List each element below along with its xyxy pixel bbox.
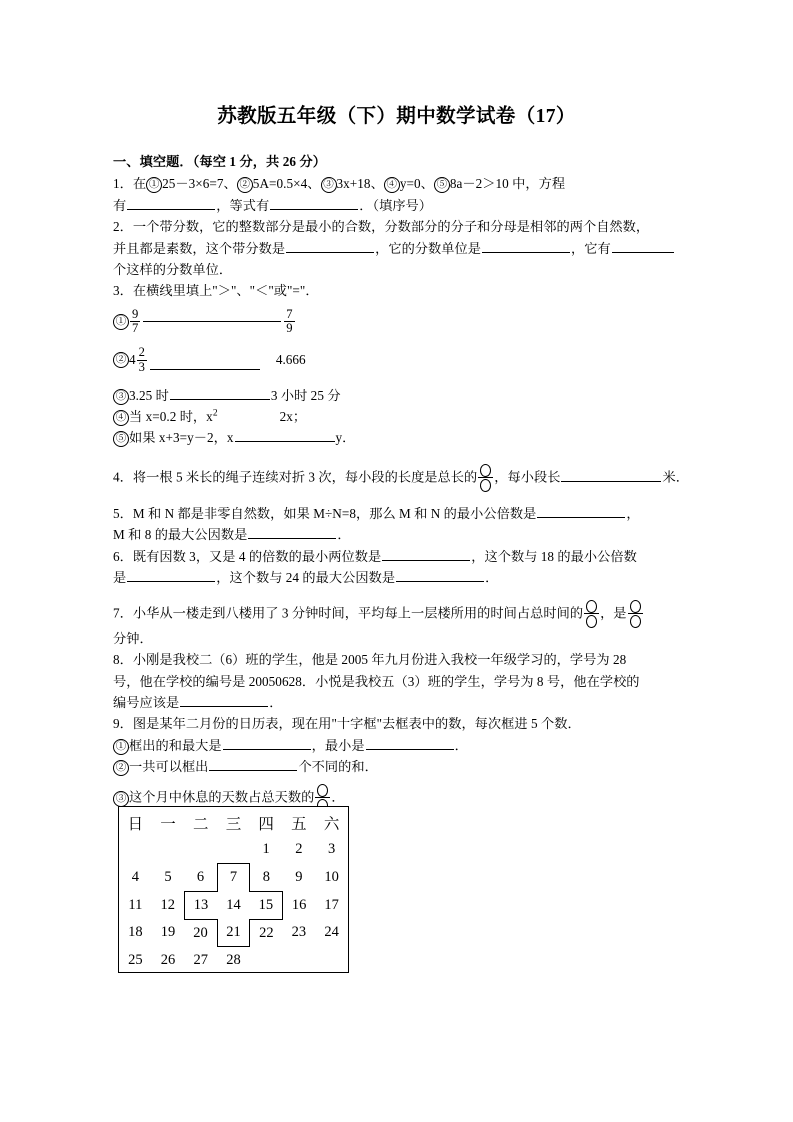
q5-answer-blank-2[interactable] [248, 526, 336, 540]
q1-expr-5: 8a－2＞10 中，方程 [449, 176, 566, 192]
q6-text-a: 6．既有因数 3，又是 4 的倍数的最小两位数是 [113, 548, 382, 564]
calendar-day[interactable] [217, 836, 250, 864]
q9-item1-text-b: ，最小是 [311, 737, 365, 753]
q5-text-a: 5．M 和 N 都是非零自然数，如果 M÷N=8，那么 M 和 N 的最小公倍数是 [113, 505, 537, 521]
q6-text-e: ． [485, 570, 499, 586]
q8-answer-blank[interactable] [180, 694, 268, 708]
q3-item4-answer-blank[interactable] [218, 409, 280, 422]
circled-2-icon: ② [113, 352, 129, 368]
oval-blank-icon [480, 464, 491, 477]
calendar-header-fri: 五 [291, 815, 307, 833]
calendar-day[interactable]: 8 [262, 868, 271, 885]
calendar-day[interactable]: 18 [128, 924, 143, 941]
calendar-day[interactable]: 27 [193, 951, 208, 968]
q3-item5-right: y． [335, 430, 356, 446]
q9-item2-text-b: 个不同的和． [298, 758, 378, 774]
blank-fraction[interactable] [478, 463, 493, 492]
fraction-nine-sevenths [130, 308, 140, 336]
q1-expr-4: y=0、 [399, 176, 434, 192]
q1-expr-1: 25－3×6=7、 [162, 176, 237, 192]
calendar-day[interactable]: 26 [160, 951, 176, 968]
fraction-numerator: 9 [132, 306, 139, 321]
circled-4-icon: ④ [113, 410, 129, 426]
q9-item1-answer-blank-2[interactable] [366, 736, 454, 750]
fraction-denominator: 9 [286, 321, 293, 336]
q6-answer-blank-3[interactable] [396, 569, 484, 583]
q3-item4-left: 当 x=0.2 时，x [129, 409, 213, 425]
fraction-denominator: 7 [132, 321, 139, 336]
calendar-body [119, 836, 348, 974]
question-1 [113, 173, 697, 216]
q9-item2-answer-blank[interactable] [209, 757, 297, 771]
calendar-table [119, 807, 348, 974]
february-calendar [118, 806, 349, 973]
calendar-day[interactable]: 2 [295, 841, 303, 858]
q9-item2-text-a: 一共可以框出 [129, 758, 209, 774]
calendar-day[interactable]: 9 [295, 868, 303, 885]
calendar-week-row [119, 947, 348, 975]
q3-item1-answer-blank[interactable] [143, 321, 281, 322]
circled-4-icon: ④ [384, 177, 400, 193]
q9-item1-text-a: 框出的和最大是 [129, 737, 222, 753]
q7-text-a: 7．小华从一楼走到八楼用了 3 分钟时间，平均每上一层楼所用的时间占总时间的 [113, 605, 584, 621]
calendar-day[interactable] [315, 947, 348, 975]
fraction-numerator-blank [478, 463, 493, 477]
calendar-week-row [119, 891, 348, 919]
calendar-day[interactable]: 22 [259, 924, 274, 941]
q3-item2-answer-blank[interactable] [150, 369, 260, 370]
mixed-whole-part: 4 [129, 352, 136, 368]
q1-expr-3: 3x+18、 [336, 176, 384, 192]
calendar-header-mon: 一 [160, 815, 176, 833]
q3-item2-right-value: 4.666 [275, 352, 306, 368]
calendar-day[interactable]: 25 [128, 951, 143, 968]
question-3-item-2 [113, 346, 697, 374]
calendar-day-selected-center[interactable]: 14 [226, 896, 241, 913]
calendar-day[interactable]: 12 [160, 896, 176, 913]
q2-answer-blank-2[interactable] [482, 239, 570, 253]
calendar-day[interactable]: 1 [262, 841, 270, 858]
calendar-week-row [119, 864, 348, 892]
q4-text-b: ，每小段长 [494, 469, 561, 485]
fraction-seven-ninths [284, 308, 294, 336]
page-title: 苏教版五年级（下）期中数学试卷（17） [217, 106, 576, 127]
q4-answer-blank[interactable] [561, 468, 661, 482]
oval-blank-icon [317, 784, 328, 797]
section-heading: 一、填空题．（每空 1 分，共 26 分） [113, 154, 327, 169]
calendar-day[interactable] [283, 947, 316, 975]
oval-blank-icon [480, 479, 491, 492]
circled-1-icon: ① [113, 314, 129, 330]
question-3-item-4 [113, 406, 697, 427]
calendar-day[interactable]: 3 [327, 841, 336, 858]
calendar-day[interactable] [119, 836, 152, 864]
q2-text-c: ，它有 [571, 240, 611, 256]
q1-text-d: ．（填序号） [359, 197, 433, 213]
q2-answer-blank-3[interactable] [612, 239, 674, 253]
circled-1-icon: ① [113, 739, 129, 755]
question-3-item-5 [113, 427, 697, 448]
calendar-day[interactable]: 10 [324, 868, 339, 885]
circled-5-icon: ⑤ [434, 177, 450, 193]
calendar-day-selected-top[interactable]: 7 [217, 864, 250, 892]
q9-item1-answer-blank-1[interactable] [223, 736, 311, 750]
circled-2-icon: ② [237, 177, 253, 193]
fraction-numerator-blank [584, 599, 599, 613]
q3-item4-right: 2x； [279, 409, 307, 425]
calendar-header-row [119, 807, 348, 836]
q4-text-c: 米． [662, 469, 689, 485]
q6-text-d: ，这个数与 24 的最大公因数是 [216, 570, 396, 586]
oval-blank-icon [630, 615, 641, 628]
blank-fraction[interactable] [584, 599, 599, 628]
calendar-week-row [119, 836, 348, 864]
q8-text-b: ． [269, 695, 283, 711]
mixed-fraction-part [137, 346, 147, 374]
calendar-day[interactable] [152, 836, 185, 864]
q3-item3-right: 3 小时 25 分 [270, 388, 341, 404]
calendar-day-selected-right[interactable]: 15 [250, 891, 283, 919]
q8-text-a: 编号应该是 [113, 695, 180, 711]
question-3-stem: 3．在横线里填上"＞"、"＜"或"="． [113, 283, 319, 299]
calendar-day[interactable]: 20 [193, 924, 208, 941]
calendar-day[interactable]: 19 [160, 924, 176, 941]
calendar-day[interactable]: 16 [291, 896, 307, 913]
circled-5-icon: ⑤ [113, 431, 129, 447]
circled-3-icon: ③ [321, 177, 337, 193]
q2-answer-blank-1[interactable] [286, 239, 374, 253]
q6-answer-blank-2[interactable] [127, 569, 215, 583]
q1-text-a: 1．在 [113, 176, 147, 192]
q1-text-c: ，等式有 [216, 197, 270, 213]
q6-text-b: ，这个数与 18 的最小公倍数 [471, 548, 637, 564]
fraction-numerator-blank [628, 599, 643, 613]
question-9-stem: 9．图是某年二月份的日历表，现在用"十字框"去框表中的数，每次框进 5 个数． [113, 716, 581, 732]
fraction-denominator: 3 [138, 359, 145, 374]
question-8 [113, 649, 697, 713]
calendar-day[interactable]: 17 [324, 896, 339, 913]
q6-answer-blank-1[interactable] [382, 547, 470, 561]
calendar-day-selected-bottom[interactable]: 21 [217, 919, 250, 947]
circled-3-icon: ③ [113, 791, 129, 807]
question-9-item-1 [113, 735, 697, 756]
question-7 [113, 599, 697, 649]
question-4 [113, 463, 697, 492]
calendar-day[interactable]: 24 [324, 924, 339, 941]
q4-text-a: 4．将一根 5 米长的绳子连续对折 3 次，每小段的长度是总长的 [113, 469, 478, 485]
mixed-number-four-two-thirds [129, 346, 148, 374]
calendar-header-tue: 二 [193, 815, 209, 833]
q3-item3-left: 3.25 时 [129, 388, 169, 404]
q9-item3-text-a: 这个月中休息的天数占总天数的 [129, 789, 315, 805]
question-3-item-1 [113, 308, 697, 336]
fraction-numerator: 2 [138, 345, 145, 360]
q2-text-b: ，它的分数单位是 [375, 240, 481, 256]
calendar-header-sun: 日 [127, 815, 144, 833]
calendar-day[interactable] [250, 947, 283, 975]
q7-text-c: 分钟． [113, 630, 153, 646]
q3-item5-left: 如果 x+3=y－2，x [129, 430, 234, 446]
q6-text-c: 是 [113, 570, 127, 586]
calendar-day-selected-left[interactable]: 13 [184, 891, 217, 919]
q5-text-d: ． [337, 527, 351, 543]
fraction-numerator-blank [315, 783, 330, 797]
q5-text-b: ， [626, 505, 640, 521]
q9-item3-text-b: ． [331, 789, 345, 805]
q1-answer-blank-2[interactable] [270, 196, 358, 210]
calendar-day[interactable]: 28 [226, 952, 241, 968]
question-2 [113, 216, 697, 280]
q2-line-3: 个这样的分数单位． [113, 261, 233, 277]
blank-fraction[interactable] [628, 599, 643, 628]
q5-text-c: M 和 8 的最大公因数是 [113, 527, 248, 543]
calendar-day[interactable] [184, 836, 217, 864]
question-3-item-3 [113, 385, 697, 406]
q1-text-b: 有 [113, 197, 127, 213]
q8-line-2: 号，他在学校的编号是 20050628．小悦是我校五（3）班的学生，学号为 8 号，他在学校的 [113, 673, 640, 689]
question-9-item-2 [113, 756, 697, 777]
calendar-day[interactable]: 5 [164, 868, 172, 885]
q9-item1-text-c: ． [454, 737, 468, 753]
fraction-denominator-blank [584, 613, 599, 628]
q2-text-a: 并且都是素数，这个带分数是 [113, 240, 286, 256]
calendar-day[interactable]: 11 [128, 896, 143, 913]
q1-expr-2: 5A=0.5×4、 [252, 176, 321, 192]
fraction-numerator: 7 [286, 306, 293, 321]
calendar-week-row [119, 919, 348, 947]
exam-body [113, 152, 697, 812]
calendar-header-wed: 三 [225, 815, 242, 833]
calendar-day[interactable]: 23 [291, 924, 307, 941]
q3-item5-answer-blank[interactable] [235, 429, 335, 443]
q7-text-b: ，是 [600, 605, 627, 621]
calendar-day[interactable]: 4 [131, 868, 139, 885]
q2-line-1: 2．一个带分数，它的整数部分是最小的合数，分数部分的分子和分母是相邻的两个自然数， [113, 219, 650, 235]
calendar-header-sat: 六 [323, 815, 340, 833]
oval-blank-icon [586, 600, 597, 613]
oval-blank-icon [586, 615, 597, 628]
circled-1-icon: ① [146, 177, 162, 193]
calendar-day[interactable]: 6 [196, 868, 205, 885]
q3-item3-answer-blank[interactable] [170, 387, 270, 401]
q5-answer-blank-1[interactable] [537, 504, 625, 518]
question-6 [113, 546, 697, 589]
q8-line-1: 8．小刚是我校二（6）班的学生，他是 2005 年九月份进入我校一年级学习的，学号为 28 [113, 652, 627, 668]
fraction-denominator-blank [628, 613, 643, 628]
oval-blank-icon [630, 600, 641, 613]
exponent-two: 2 [212, 408, 218, 419]
question-5 [113, 503, 697, 546]
circled-3-icon: ③ [113, 389, 129, 405]
circled-2-icon: ② [113, 760, 129, 776]
calendar-header-thu: 四 [258, 815, 274, 833]
q1-answer-blank-1[interactable] [127, 196, 215, 210]
fraction-denominator-blank [478, 477, 493, 492]
